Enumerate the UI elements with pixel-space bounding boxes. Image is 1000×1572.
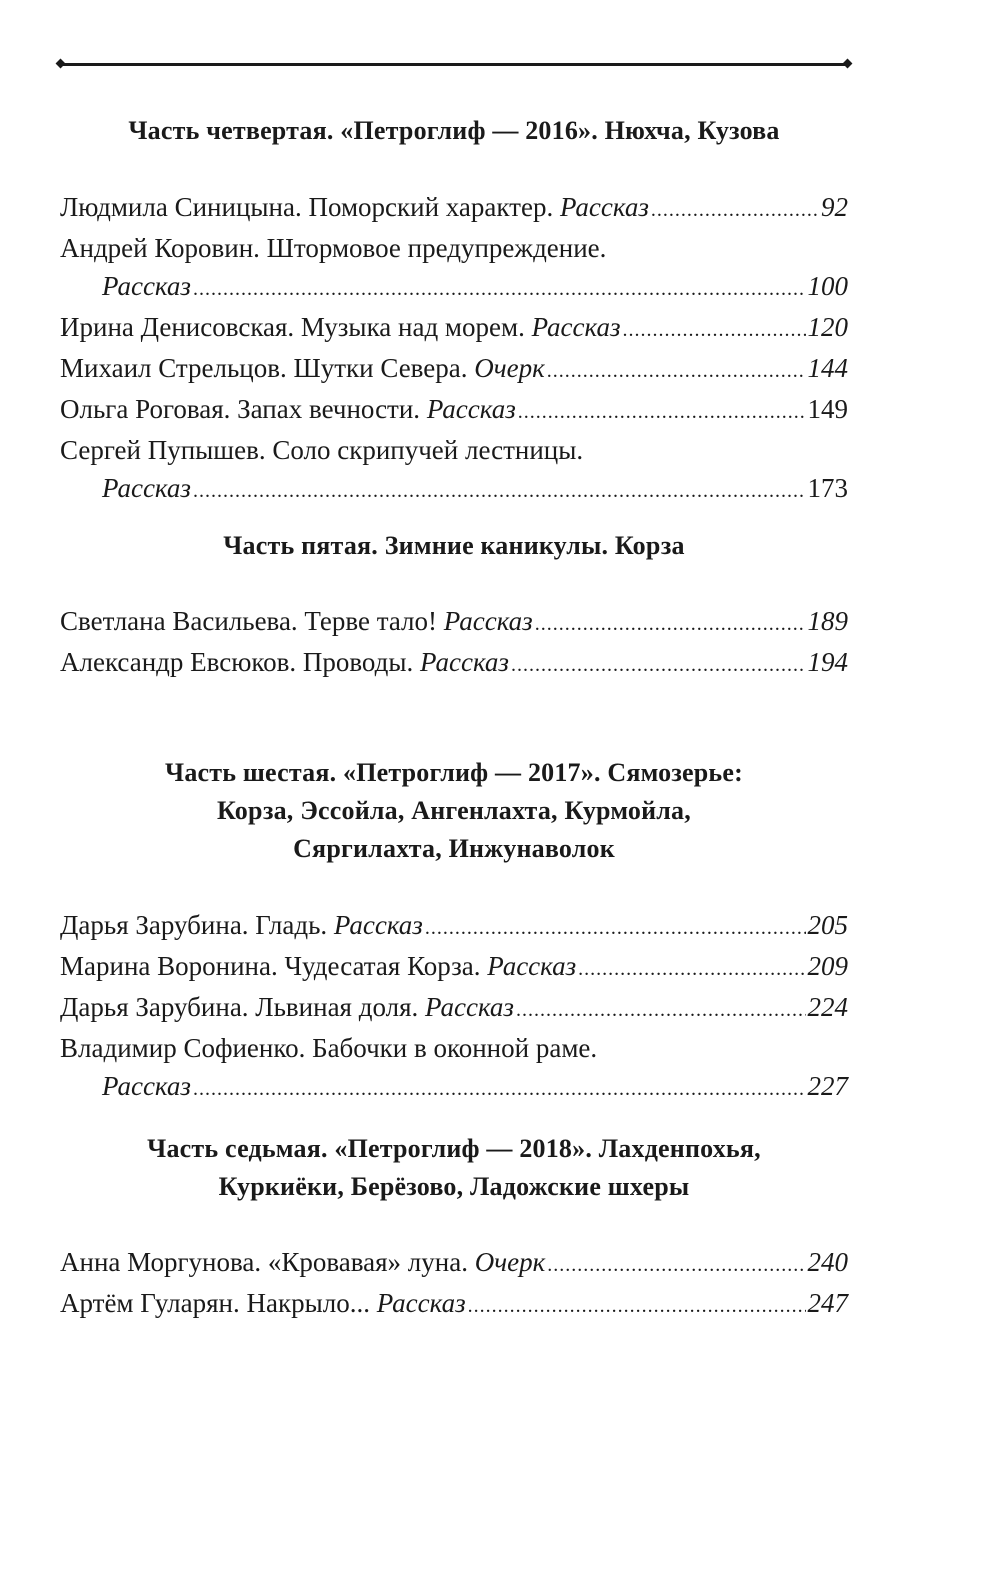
toc-entry[interactable] (60, 988, 848, 1029)
entry-genre: Рассказ (559, 192, 649, 222)
entry-page: 240 (807, 1247, 848, 1277)
entry-page: 194 (807, 647, 848, 677)
entry-author-title: Артём Гуларян. Накрыло... (60, 1288, 370, 1318)
section-title-line: Корза, Эссойла, Ангенлахта, Курмойла, (217, 796, 691, 825)
top-decorative-rule (60, 63, 848, 66)
entry-page: 149 (807, 394, 848, 424)
toc-entry[interactable] (60, 643, 848, 684)
entry-page: 92 (821, 192, 848, 222)
entry-page: 209 (807, 951, 848, 981)
section-title-line: Сяргилахта, Инжунаволок (293, 834, 615, 863)
leader-dots (547, 1246, 805, 1284)
entry-page: 173 (807, 473, 848, 503)
entry-author-title: Марина Воронина. Чудесатая Корза. (60, 951, 481, 981)
section-title (60, 1130, 848, 1206)
entry-page: 120 (807, 312, 848, 342)
leader-dots (535, 605, 806, 643)
leader-dots (651, 191, 819, 229)
entry-page: 224 (807, 992, 848, 1022)
toc-entry[interactable] (60, 308, 848, 349)
entry-genre: Рассказ (333, 910, 423, 940)
entry-page: 189 (807, 606, 848, 636)
entry-genre: Рассказ (102, 473, 191, 503)
section-part-four (60, 112, 848, 510)
section-title: Часть пятая. Зимние каникулы. Корза (223, 531, 685, 560)
leader-dots (623, 311, 806, 349)
section-title-line: Часть шестая. «Петроглиф — 2017». Сямозерье: (165, 758, 743, 787)
entry-page: 227 (807, 1071, 848, 1101)
toc-entry[interactable] (60, 906, 848, 947)
leader-dots (578, 950, 805, 988)
entry-genre: Рассказ (426, 394, 516, 424)
entry-page: 144 (807, 353, 848, 383)
entry-genre: Очерк (474, 353, 545, 383)
entry-genre: Рассказ (102, 271, 191, 301)
section-part-five (60, 527, 848, 684)
entry-genre: Рассказ (487, 951, 577, 981)
entry-author-title: Михаил Стрельцов. Шутки Севера. (60, 353, 468, 383)
toc-entry[interactable] (60, 431, 848, 510)
section-title-line: Часть седьмая. «Петроглиф — 2018». Лахденпохья, (147, 1134, 761, 1163)
section-title (60, 754, 848, 868)
toc-entry[interactable] (60, 390, 848, 431)
entry-author-title: Дарья Зарубина. Гладь. (60, 910, 328, 940)
entry-author-title: Анна Моргунова. «Кровавая» луна. (60, 1247, 468, 1277)
entry-genre: Очерк (474, 1247, 546, 1277)
entry-author-title: Александр Евсюков. Проводы. (60, 647, 414, 677)
entry-author-title: Людмила Синицына. Поморский характер. (60, 192, 554, 222)
section-title: Часть четвертая. «Петроглиф — 2016». Нюхча, Кузова (128, 116, 780, 145)
entry-page: 205 (807, 910, 848, 940)
entry-author-title: Дарья Зарубина. Львиная доля. (60, 992, 419, 1022)
leader-dots (547, 352, 806, 390)
toc-entry[interactable] (60, 1284, 848, 1325)
entry-list (60, 906, 848, 1108)
entry-list (60, 188, 848, 510)
leader-dots (193, 270, 806, 308)
entry-genre: Рассказ (425, 992, 514, 1022)
entry-list (60, 1243, 848, 1325)
entry-author-title: Сергей Пупышев. Соло скрипучей лестницы. (60, 435, 584, 465)
toc-entry[interactable] (60, 229, 848, 308)
entry-genre: Рассказ (531, 312, 621, 342)
entry-genre: Рассказ (420, 647, 509, 677)
section-part-seven (60, 1130, 848, 1325)
toc-entry[interactable] (60, 1029, 848, 1108)
toc-entry[interactable] (60, 188, 848, 229)
leader-dots (518, 393, 806, 431)
toc-entry[interactable] (60, 349, 848, 390)
toc-entry[interactable] (60, 947, 848, 988)
entry-page: 100 (807, 271, 848, 301)
entry-page: 247 (807, 1288, 848, 1318)
toc-entry[interactable] (60, 602, 848, 643)
leader-dots (193, 1070, 806, 1108)
section-part-six (60, 754, 848, 1108)
leader-dots (511, 646, 806, 684)
leader-dots (468, 1287, 806, 1325)
leader-dots (193, 472, 806, 510)
entry-genre: Рассказ (102, 1071, 191, 1101)
leader-dots (516, 991, 806, 1029)
entry-author-title: Владимир Софиенко. Бабочки в оконной раме. (60, 1033, 598, 1063)
entry-author-title: Светлана Васильева. Терве тало! (60, 606, 438, 636)
entry-author-title: Ольга Роговая. Запах вечности. (60, 394, 421, 424)
section-title-line: Куркиёки, Берёзово, Ладожские шхеры (218, 1172, 690, 1201)
entry-author-title: Ирина Денисовская. Музыка над морем. (60, 312, 525, 342)
toc-entry[interactable] (60, 1243, 848, 1284)
entry-list (60, 602, 848, 684)
entry-genre: Рассказ (376, 1288, 466, 1318)
entry-author-title: Андрей Коровин. Штормовое предупреждение. (60, 233, 607, 263)
leader-dots (425, 909, 806, 947)
entry-genre: Рассказ (443, 606, 533, 636)
